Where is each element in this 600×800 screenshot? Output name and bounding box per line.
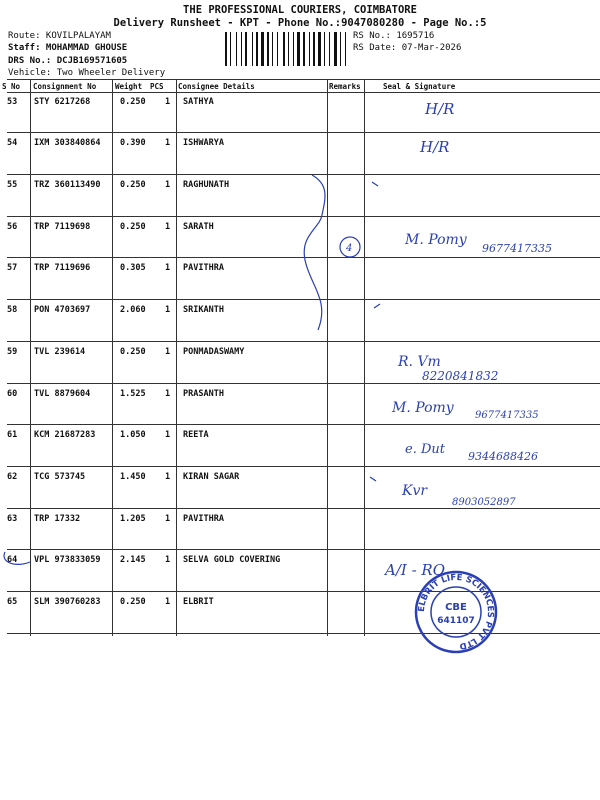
row-sno: 56 <box>7 222 18 232</box>
signature-row-54: H/R <box>420 138 450 156</box>
signature-row-60-phone: 9677417335 <box>475 410 539 421</box>
col-header-remarks: Remarks <box>329 82 361 91</box>
row-sno: 59 <box>7 347 18 357</box>
row-consignment-number: IXM 303840864 <box>34 138 101 148</box>
vehicle-label: Vehicle: Two Wheeler Delivery <box>8 68 166 78</box>
signature-row-62-name: Kvr <box>402 483 428 499</box>
row-consignee-name: ISHWARYA <box>183 138 224 148</box>
row-weight: 0.250 <box>120 180 146 190</box>
col-header-pcs: PCS <box>150 82 164 91</box>
signature-row-61-phone: 9344688426 <box>468 450 538 463</box>
signature-row-59-phone: 8220841832 <box>422 369 499 383</box>
row-pcs: 1 <box>165 263 171 273</box>
row-consignment-number: TVL 8879604 <box>34 389 91 399</box>
row-consignment-number: TRZ 360113490 <box>34 180 101 190</box>
row-consignment-number: TCG 573745 <box>34 472 86 482</box>
row-sno: 62 <box>7 472 18 482</box>
row-64-circle <box>4 552 30 564</box>
row-consignee-name: PAVITHRA <box>183 263 224 273</box>
signature-row-59-name: R. Vm <box>398 354 441 370</box>
rs-number: RS No.: 1695716 <box>353 31 435 41</box>
row-weight: 1.450 <box>120 472 146 482</box>
row-sno: 58 <box>7 305 18 315</box>
row-sno: 54 <box>7 138 18 148</box>
drs-number: DRS No.: DCJB169571605 <box>8 56 128 66</box>
row-sno: 53 <box>7 97 18 107</box>
row-sno: 55 <box>7 180 18 190</box>
row-pcs: 1 <box>165 222 171 232</box>
runsheet-subtitle: Delivery Runsheet - KPT - Phone No.:9047080280 - Page No.:5 <box>113 17 487 29</box>
stamp-ring-text: ELBRIT LIFE SCIENCES PVT LTD <box>416 572 496 651</box>
tick-marks <box>370 182 380 481</box>
row-consignment-number: STY 6217268 <box>34 97 91 107</box>
row-consignee-name: SARATH <box>183 222 214 232</box>
row-weight: 0.390 <box>120 138 146 148</box>
col-header-consignee: Consignee Details <box>178 82 255 91</box>
row-pcs: 1 <box>165 347 171 357</box>
company-title: THE PROFESSIONAL COURIERS, COIMBATORE <box>183 4 417 16</box>
row-consignee-name: PONMADASWAMY <box>183 347 245 357</box>
row-consignee-name: PAVITHRA <box>183 514 224 524</box>
row-consignee-name: ELBRIT <box>183 597 214 607</box>
row-consignment-number: KCM 21687283 <box>34 430 96 440</box>
row-pcs: 1 <box>165 97 171 107</box>
signature-row-53: H/R <box>425 100 455 118</box>
signature-row-60-name: M. Pomy <box>392 400 454 416</box>
row-pcs: 1 <box>165 472 171 482</box>
row-weight: 0.250 <box>120 222 146 232</box>
row-weight: 0.305 <box>120 263 146 273</box>
col-header-sno: S No <box>2 82 21 91</box>
stamp-center-top: CBE <box>445 602 467 613</box>
row-consignee-name: SRIKANTH <box>183 305 224 315</box>
staff-label: Staff: MOHAMMAD GHOUSE <box>8 43 128 53</box>
row-consignment-number: PON 4703697 <box>34 305 91 315</box>
row-consignment-number: TRP 7119696 <box>34 263 91 273</box>
rs-date: RS Date: 07-Mar-2026 <box>353 43 462 53</box>
row-sno: 57 <box>7 263 18 273</box>
row-pcs: 1 <box>165 597 171 607</box>
row-weight: 0.250 <box>120 97 146 107</box>
signature-row-56-name: M. Pomy <box>405 232 467 248</box>
signature-row-61-name: e. Dut <box>405 442 445 457</box>
row-consignee-name: SATHYA <box>183 97 214 107</box>
row-sno: 64 <box>7 555 18 565</box>
row-consignment-number: SLM 390760283 <box>34 597 101 607</box>
row-consignment-number: TVL 239614 <box>34 347 86 357</box>
remark-circle-text: 4 <box>346 243 353 254</box>
row-weight: 1.050 <box>120 430 146 440</box>
row-pcs: 1 <box>165 514 171 524</box>
row-pcs: 1 <box>165 430 171 440</box>
row-pcs: 1 <box>165 138 171 148</box>
row-consignee-name: RAGHUNATH <box>183 180 230 190</box>
row-consignee-name: SELVA GOLD COVERING <box>183 555 281 565</box>
col-header-seal: Seal & Signature <box>383 82 456 91</box>
row-consignment-number: TRP 17332 <box>34 514 81 524</box>
row-consignment-number: TRP 7119698 <box>34 222 91 232</box>
stamp-center-bottom: 641107 <box>437 616 475 626</box>
row-sno: 65 <box>7 597 18 607</box>
col-header-consignment: Consignment No <box>33 82 97 91</box>
row-consignee-name: PRASANTH <box>183 389 224 399</box>
row-weight: 2.145 <box>120 555 146 565</box>
row-weight: 0.250 <box>120 597 146 607</box>
col-header-weight: Weight <box>115 82 143 91</box>
remark-brace-line <box>304 175 325 330</box>
row-pcs: 1 <box>165 305 171 315</box>
signature-row-56-phone: 9677417335 <box>482 242 552 255</box>
row-consignee-name: KIRAN SAGAR <box>183 472 240 482</box>
signature-row-62-phone: 8903052897 <box>452 497 516 508</box>
row-sno: 60 <box>7 389 18 399</box>
row-weight: 1.525 <box>120 389 146 399</box>
company-stamp <box>416 572 496 652</box>
row-pcs: 1 <box>165 180 171 190</box>
row-pcs: 1 <box>165 389 171 399</box>
row-consignee-name: REETA <box>183 430 209 440</box>
row-pcs: 1 <box>165 555 171 565</box>
row-weight: 1.205 <box>120 514 146 524</box>
row-sno: 63 <box>7 514 18 524</box>
row-consignment-number: VPL 973833059 <box>34 555 101 565</box>
row-weight: 2.060 <box>120 305 146 315</box>
row-sno: 61 <box>7 430 18 440</box>
row-weight: 0.250 <box>120 347 146 357</box>
signature-row-64: A/I - RO <box>385 561 446 579</box>
route-label: Route: KOVILPALAYAM <box>8 31 111 41</box>
